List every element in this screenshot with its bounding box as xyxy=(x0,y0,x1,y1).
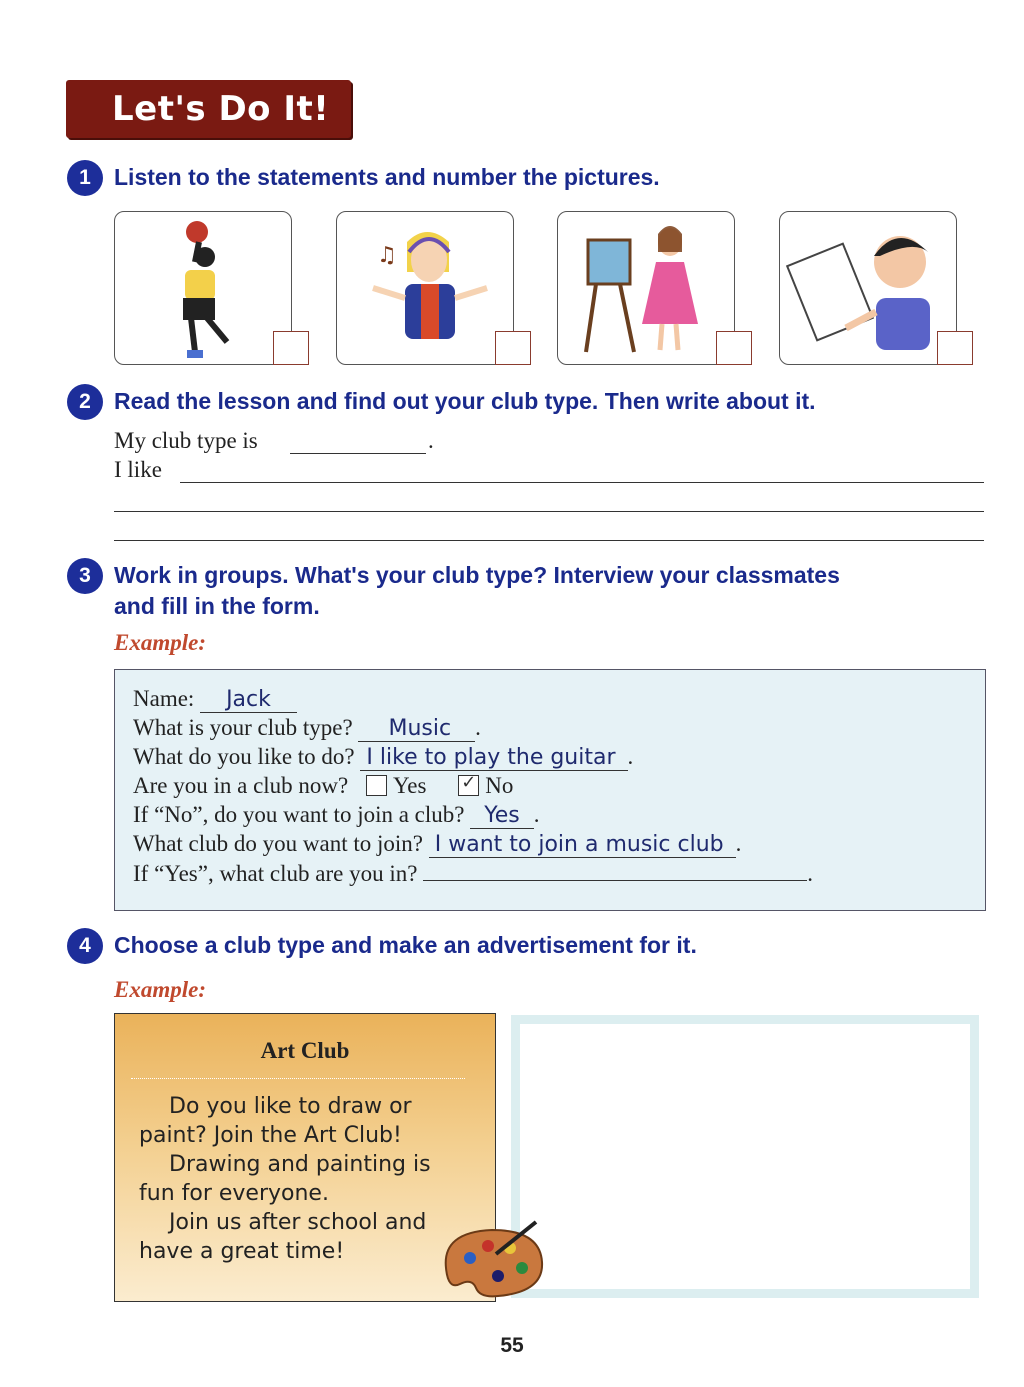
form-row-join-club: If “No”, do you want to join a club? Yes . xyxy=(133,802,540,828)
club-type-prefix: My club type is xyxy=(114,428,258,453)
ad-divider xyxy=(131,1078,465,1079)
instruction-3-line1: Work in groups. What's your club type? Interview your classmates xyxy=(114,562,840,588)
instruction-1: Listen to the statements and number the pictures. xyxy=(114,164,660,190)
ad-title: Art Club xyxy=(260,1038,350,1063)
example-label-3: Example: xyxy=(114,630,206,655)
answer-like-to-do: I like to play the guitar xyxy=(360,745,627,771)
question-join-club: If “No”, do you want to join a club? xyxy=(133,802,465,827)
picture-painter-girl xyxy=(557,211,735,365)
no-checkbox[interactable] xyxy=(458,772,479,796)
club-type-blank[interactable] xyxy=(290,453,426,454)
answer-join-club: Yes xyxy=(470,803,534,829)
yes-label: Yes xyxy=(393,773,427,798)
banner-title: Let's Do It! xyxy=(112,89,330,129)
answer-current-club-blank[interactable] xyxy=(423,860,807,881)
picture-music-listener xyxy=(336,211,514,365)
step-number-3: 3 xyxy=(67,558,103,594)
answer-which-club: I want to join a music club xyxy=(429,832,736,858)
paint-palette-icon xyxy=(436,1218,548,1302)
music-listener-illustration xyxy=(337,212,513,364)
instruction-4: Choose a club type and make an advertisement for it. xyxy=(114,932,697,958)
advertisement-blank-area[interactable] xyxy=(511,1015,979,1298)
name-answer: Jack xyxy=(200,687,297,713)
picture-writing-boy xyxy=(779,211,957,365)
page-number: 55 xyxy=(500,1334,524,1357)
writing-line-2[interactable] xyxy=(114,511,984,512)
ad-line-5: Join us after school and xyxy=(169,1210,427,1235)
answer-club-type: Music xyxy=(358,716,475,742)
form-row-in-club xyxy=(133,773,513,799)
step-number-4: 4 xyxy=(67,928,103,964)
no-label: No xyxy=(485,773,514,798)
basketball-player-illustration xyxy=(115,212,291,364)
question-like-to-do: What do you like to do? xyxy=(133,744,355,769)
club-type-period: . xyxy=(428,428,434,453)
writing-line-1[interactable] xyxy=(180,482,984,483)
name-label: Name: xyxy=(133,686,195,711)
step-number-1: 1 xyxy=(67,160,103,196)
writing-boy-illustration xyxy=(780,212,956,364)
form-row-name xyxy=(133,686,297,713)
painter-girl-illustration xyxy=(558,212,734,364)
ad-line-3: Drawing and painting is xyxy=(169,1152,431,1177)
section-banner xyxy=(66,80,351,138)
check-mark-icon: ✓ xyxy=(461,772,477,793)
instruction-2: Read the lesson and find out your club type. Then write about it. xyxy=(114,388,816,414)
form-row-current-club: If “Yes”, what club are you in? . xyxy=(133,861,813,886)
yes-checkbox[interactable] xyxy=(366,775,387,796)
question-club-type: What is your club type? xyxy=(133,715,353,740)
step-number-2: 2 xyxy=(67,384,103,420)
writing-line-3[interactable] xyxy=(114,540,984,541)
question-current-club: If “Yes”, what club are you in? xyxy=(133,861,418,886)
example-label-4: Example: xyxy=(114,977,206,1002)
interview-form xyxy=(114,669,986,911)
ad-line-6: have a great time! xyxy=(139,1239,345,1264)
ad-line-4: fun for everyone. xyxy=(139,1181,329,1206)
number-box-1[interactable] xyxy=(273,331,309,365)
number-box-3[interactable] xyxy=(716,331,752,365)
number-box-2[interactable] xyxy=(495,331,531,365)
svg-text:♫: ♫ xyxy=(377,243,397,268)
picture-basketball-player xyxy=(114,211,292,365)
form-row-club-type: What is your club type? Music . xyxy=(133,715,481,741)
form-row-which-club: What club do you want to join? I want to join a music club . xyxy=(133,831,742,857)
i-like-prefix: I like xyxy=(114,457,162,482)
form-row-like-to-do: What do you like to do? I like to play the guitar . xyxy=(133,744,634,770)
question-in-club: Are you in a club now? xyxy=(133,773,349,798)
number-box-4[interactable] xyxy=(937,331,973,365)
ad-line-2: paint? Join the Art Club! xyxy=(139,1123,402,1148)
ad-line-1: Do you like to draw or xyxy=(169,1094,412,1119)
instruction-3-line2: and fill in the form. xyxy=(114,593,320,619)
question-which-club: What club do you want to join? xyxy=(133,831,423,856)
